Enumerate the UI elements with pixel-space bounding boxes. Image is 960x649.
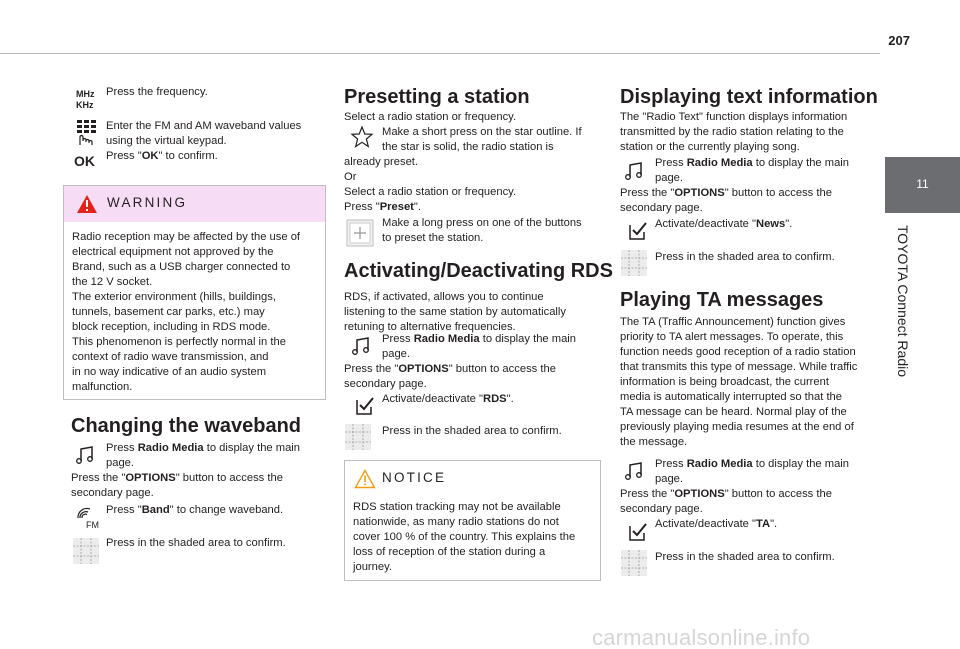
notice-box <box>344 460 601 581</box>
preset-button-icon <box>346 219 374 247</box>
svg-text:FM: FM <box>86 520 99 530</box>
secondary-page-text: secondary page. <box>620 503 703 515</box>
press-options-text: Press the "OPTIONS" button to access the <box>71 472 283 484</box>
chapter-title-vertical <box>894 225 914 570</box>
secondary-page-text: secondary page. <box>344 378 427 390</box>
music-note-icon <box>623 460 649 486</box>
warning-text: Radio reception may be affected by the use of electrical equipment not approved by the Brand, such as a USB charger connected to the 12 V socket. The exterior environment (hills, buildings, tunnels, basement car parks, etc.) may block reception, including in RDS mode. This phenomenon is perfectly normal in the context of radio wave transmission, and in no way indicative of an audio system malfunction. <box>72 231 301 393</box>
secondary-page-text: secondary page. <box>71 487 154 499</box>
press-radio-media-text: Press Radio Media to display the main <box>382 333 576 345</box>
activate-rds-text: Activate/deactivate "RDS". <box>382 393 514 405</box>
activate-ta-text: Activate/deactivate "TA". <box>655 518 778 530</box>
secondary-page-text: secondary page. <box>620 202 703 214</box>
notice-text: RDS station tracking may not be available nationwide, as many radio stations do not cover 100 % of the country. This explains the loss of reception of the station during a journey. <box>353 501 576 573</box>
select-station-text-1: Select a radio station or frequency. <box>344 111 517 123</box>
press-radio-media-text: Press Radio Media to display the main <box>655 458 849 470</box>
star-text-line3: already preset. <box>344 156 419 168</box>
press-options-text: Press the "OPTIONS" button to access the <box>620 488 832 500</box>
checkbox-checked-icon <box>627 520 649 542</box>
press-shaded-text: Press in the shaded area to confirm. <box>655 551 835 563</box>
press-band-text: Press "Band" to change waveband. <box>106 504 284 516</box>
heading-displaying-text: Displaying text information <box>620 86 878 108</box>
heading-ta-messages: Playing TA messages <box>620 289 824 311</box>
warning-box <box>63 185 326 400</box>
long-press-line2: to preset the station. <box>382 232 484 244</box>
ta-description: The TA (Traffic Announcement) function gives priority to TA alert messages. To operate, this function needs good reception of a radio station that transmits this type of message. While traffic information is being broadcast, the current media is automatically interrupted so that the TA message can be heard. Normal play of the previously playing media resumes at the end of the message. <box>620 316 858 448</box>
rds-description: RDS, if activated, allows you to continue listening to the same station by automatically retuning to alternative frequencies. <box>344 291 567 333</box>
press-options-text: Press the "OPTIONS" button to access the <box>620 187 832 199</box>
music-note-icon <box>74 444 100 470</box>
page-number: 207 <box>888 33 910 48</box>
heading-rds: Activating/Deactivating RDS <box>344 260 613 282</box>
shaded-area-icon <box>620 549 648 577</box>
star-outline-icon <box>350 125 376 151</box>
select-station-text-2: Select a radio station or frequency. <box>344 186 517 198</box>
music-note-icon <box>623 160 649 186</box>
press-options-text: Press the "OPTIONS" button to access the <box>344 363 556 375</box>
notice-title: NOTICE <box>382 470 447 485</box>
checkbox-checked-icon <box>627 219 649 241</box>
music-note-icon <box>350 335 376 361</box>
shaded-area-icon <box>344 423 372 451</box>
shaded-area-icon <box>72 537 100 565</box>
page-word: page. <box>382 348 410 360</box>
heading-presetting: Presetting a station <box>344 86 530 108</box>
shaded-area-icon <box>620 249 648 277</box>
warning-title: WARNING <box>107 195 188 210</box>
press-ok-text: Press "OK" to confirm. <box>106 150 218 162</box>
watermark[interactable]: carmanualsonline.info <box>592 625 811 649</box>
heading-changing-waveband: Changing the waveband <box>71 415 302 437</box>
mhz-khz-icon: MHz KHz <box>76 89 95 110</box>
radio-text-description: The "Radio Text" function displays information transmitted by the radio station relating to the station or the currently playing song. <box>620 111 848 153</box>
press-frequency-text: Press the frequency. <box>106 86 208 98</box>
ok-icon: OK <box>74 153 95 169</box>
warning-icon <box>76 194 98 219</box>
or-text: Or <box>344 171 357 183</box>
chapter-title: TOYOTA Connect Radio <box>895 225 911 377</box>
page-word: page. <box>655 473 683 485</box>
notice-icon <box>354 469 376 494</box>
chapter-number: 11 <box>916 177 929 191</box>
press-radio-media-text: Press Radio Media to display the main <box>655 157 849 169</box>
star-text-line2: the star is solid, the radio station is <box>382 141 554 153</box>
press-preset-text: Press "Preset". <box>344 201 421 213</box>
activate-news-text: Activate/deactivate "News". <box>655 218 793 230</box>
enter-values-line1: Enter the FM and AM waveband values <box>106 120 302 132</box>
keypad-icon <box>74 119 100 145</box>
long-press-line1: Make a long press on one of the buttons <box>382 217 582 229</box>
warning-header <box>64 186 325 222</box>
enter-values-line2: using the virtual keypad. <box>106 135 227 147</box>
press-shaded-text: Press in the shaded area to confirm. <box>382 425 562 437</box>
fm-band-icon <box>74 504 100 530</box>
page-word: page. <box>655 172 683 184</box>
press-radio-media-text: Press Radio Media to display the main <box>106 442 300 454</box>
page-word: page. <box>106 457 134 469</box>
checkbox-checked-icon <box>354 394 376 416</box>
header-rule <box>0 53 880 54</box>
star-text-line1: Make a short press on the star outline. If <box>382 126 582 138</box>
press-shaded-text: Press in the shaded area to confirm. <box>106 537 286 549</box>
press-shaded-text: Press in the shaded area to confirm. <box>655 251 835 263</box>
